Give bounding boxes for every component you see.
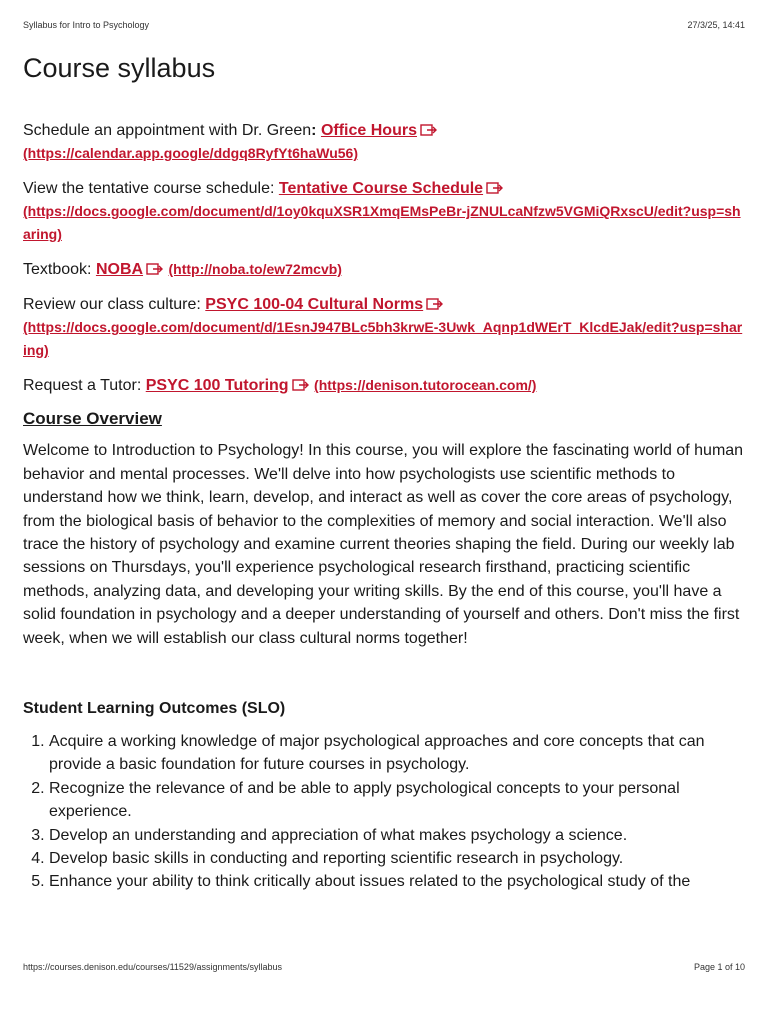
textbook-line — [23, 258, 745, 281]
external-link-icon — [486, 178, 504, 190]
external-link-icon — [292, 375, 310, 387]
office-hours-colon: : — [311, 122, 317, 140]
tutoring-link[interactable]: PSYC 100 Tutoring — [145, 377, 289, 395]
cultural-norms-line — [23, 293, 745, 362]
print-header-datetime: 27/3/25, 14:41 — [687, 20, 745, 30]
cultural-norms-link[interactable]: PSYC 100-04 Cultural Norms — [205, 296, 424, 314]
slo-list — [23, 730, 745, 894]
course-schedule-url[interactable]: (https://docs.google.com/document/d/1oy0kquXSR1XmqEMsPeBr-jZNULcaNfzw5VGMiQRxscU/edit?usp=sharing) — [23, 203, 741, 243]
tutoring-url[interactable]: (https://denison.tutorocean.com/) — [314, 377, 537, 394]
cultural-norms-prefix: Review our class culture: — [23, 296, 206, 314]
tutoring-line — [23, 374, 745, 397]
list-item: 4. Develop basic skills in conducting and reporting scientific research in psychology. — [49, 847, 745, 870]
list-item: 3. Develop an understanding and appreciation of what makes psychology a science. — [49, 824, 745, 847]
schedule-prefix: View the tentative course schedule: — [23, 180, 279, 198]
course-schedule-link[interactable]: Tentative Course Schedule — [278, 180, 484, 198]
cultural-norms-url[interactable]: (https://docs.google.com/document/d/1EsnJ947BLc5bh3krwE-3Uwk_Aqnp1dWErT_KlcdEJak/edit?usp=sharing) — [23, 319, 743, 359]
print-header — [23, 20, 745, 30]
print-footer-url: https://courses.denison.edu/courses/11529/assignments/syllabus — [23, 962, 282, 972]
schedule-line — [23, 177, 745, 246]
list-item: 2. Recognize the relevance of and be able to apply psychological concepts to your personal experience. — [49, 777, 745, 824]
office-hours-line — [23, 119, 745, 165]
list-item: 1. Acquire a working knowledge of major psychological approaches and core concepts that can provide a basic foundation for future courses in psychology. — [49, 730, 745, 777]
print-header-title: Syllabus for Intro to Psychology — [23, 20, 150, 30]
page-title: Course syllabus — [23, 53, 216, 83]
print-footer — [23, 962, 745, 972]
external-link-icon — [426, 294, 444, 306]
course-overview-text: Welcome to Introduction to Psychology! In this course, you will explore the fascinating world of human behavior and mental processes. We'll delve into how psychologists use scientific methods to understand how we think, learn, develop, and interact as well as cover the core areas of psychology, from the biological basis of behavior to the complexities of memory and social interaction. We'll also trace the history of psychology and examine current theories shaping the field. During our weekly lab sessions on Thursdays, you'll experience psychological research firsthand, practicing scientific methods, analyzing data, and developing your writing skills. By the end of this course, you'll have a solid foundation in psychology and a deeper understanding of yourself and others. Don't miss the first week, when we will establish our class cultural norms together! — [23, 442, 744, 647]
textbook-prefix: Textbook: — [23, 261, 96, 279]
external-link-icon — [146, 259, 164, 271]
list-item: 5. Enhance your ability to think critically about issues related to the psychological study of the — [49, 870, 745, 893]
office-hours-url[interactable]: (https://calendar.app.google/ddgq8RyfYt6haWu56) — [23, 145, 358, 162]
external-link-icon — [420, 120, 438, 132]
office-hours-link[interactable]: Office Hours — [320, 122, 417, 140]
syllabus-content — [23, 52, 745, 894]
office-hours-prefix: Schedule an appointment with Dr. Green — [23, 122, 312, 140]
course-overview-heading: Course Overview — [23, 409, 162, 429]
textbook-link[interactable]: NOBA — [95, 261, 144, 279]
textbook-url[interactable]: (http://noba.to/ew72mcvb) — [168, 261, 342, 278]
slo-heading: Student Learning Outcomes (SLO) — [23, 700, 286, 718]
page-number: Page 1 of 10 — [693, 962, 745, 972]
tutoring-prefix: Request a Tutor: — [23, 377, 146, 395]
